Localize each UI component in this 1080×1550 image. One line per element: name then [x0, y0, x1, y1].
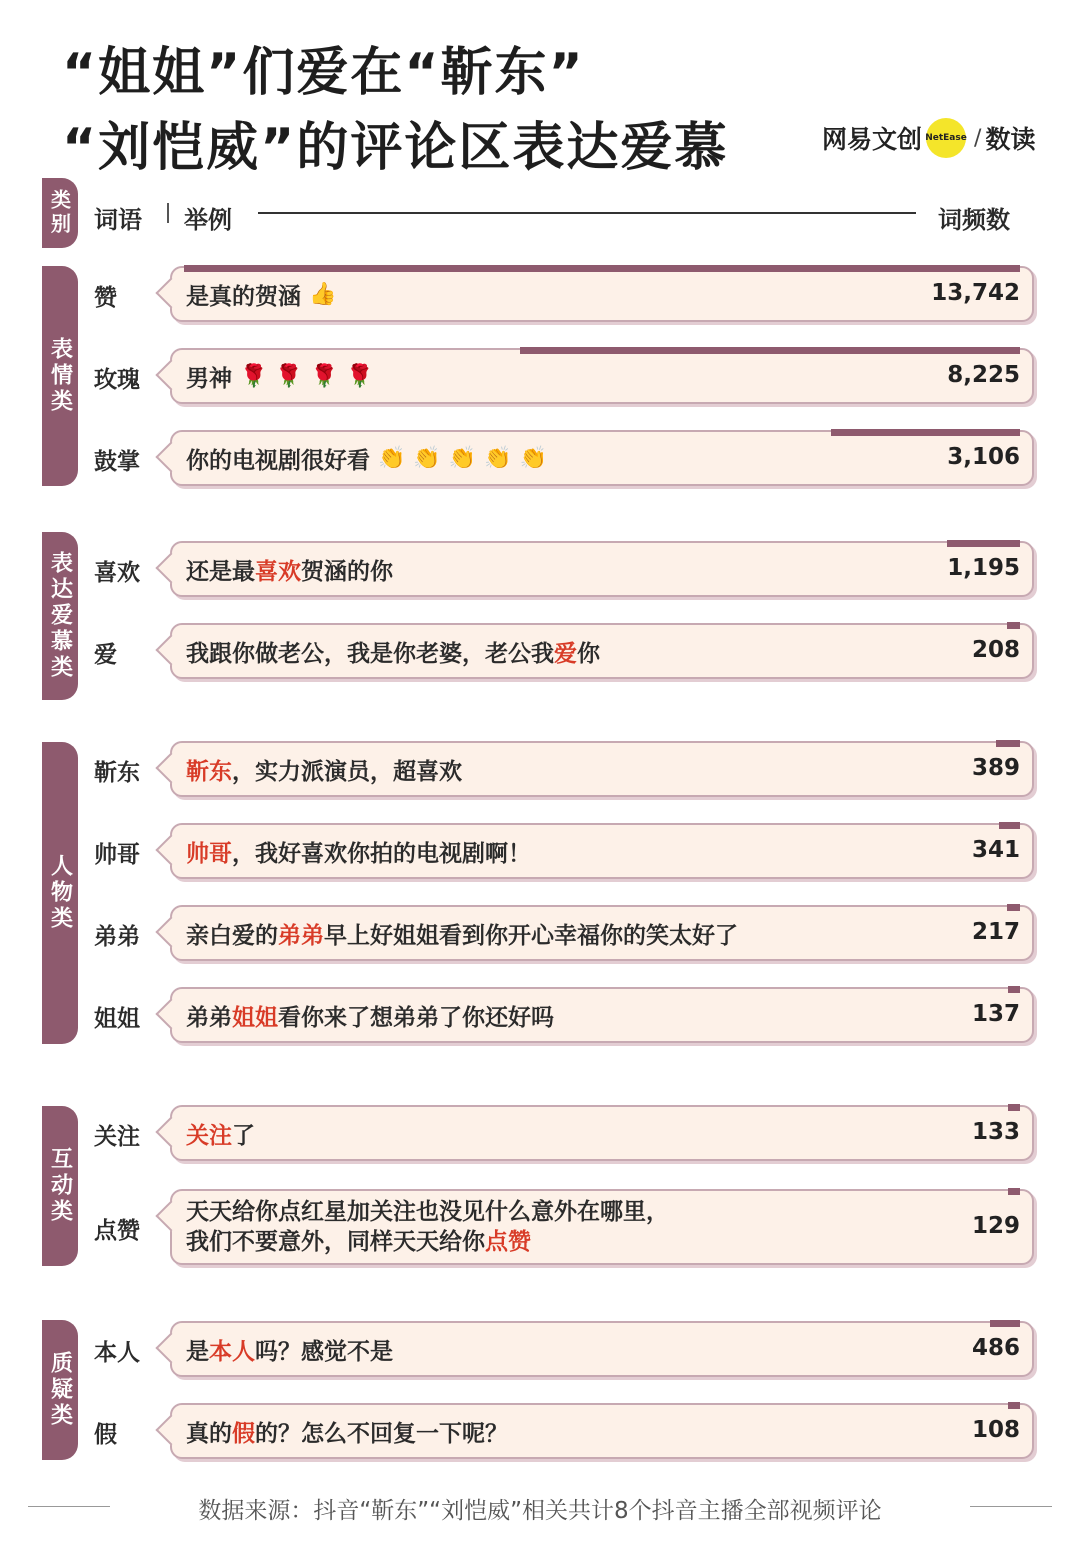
footer-rule-right: [970, 1506, 1052, 1507]
clapping-hands-icon: 👏: [484, 445, 512, 471]
header-separator: [167, 203, 169, 223]
bar-假: [1008, 1402, 1020, 1409]
bar-爱: [1007, 622, 1020, 629]
value-label: 217: [971, 919, 1020, 945]
example-segment: 还是最: [186, 558, 255, 585]
row-pointer: [155, 277, 186, 308]
category-3: 互动类: [42, 1106, 78, 1266]
word-label: 本人: [94, 1340, 140, 1366]
bar-姐姐: [1008, 986, 1020, 993]
example-segment: 我们不要意外，同样天天给你: [186, 1229, 485, 1255]
title-line-2: “刘恺威”的评论区表达爱慕: [62, 118, 729, 178]
word-label: 姐姐: [94, 1006, 140, 1032]
thumbs-up-icon: 👍: [309, 281, 337, 307]
header-rule: [258, 212, 916, 214]
example-segment: 是真的贺涵: [186, 283, 301, 310]
example-segment: 看你来了想弟弟了你还好吗: [278, 1004, 554, 1031]
logo-brand-text: 网易文创: [822, 125, 923, 154]
bar-点赞: [1008, 1188, 1020, 1195]
row-pointer: [155, 441, 186, 472]
category-1: 表达爱慕类: [42, 532, 78, 700]
example-text: [186, 432, 555, 484]
bar-靳东: [996, 740, 1020, 747]
example-text: [186, 825, 531, 877]
row-pointer: [155, 552, 186, 583]
example-line: 天天给你点红星加关注也没见什么意外在哪里，: [186, 1199, 669, 1225]
clapping-hands-icon: 👏: [519, 445, 548, 471]
bar-鼓掌: [831, 429, 1020, 436]
bar-帅哥: [999, 822, 1020, 829]
value-label: 486: [971, 1335, 1020, 1361]
example-text: [186, 625, 600, 677]
header-word: 词语: [94, 206, 142, 234]
bar-row: [170, 430, 1034, 486]
example-text: [186, 1405, 508, 1457]
rose-icon: 🌹: [275, 363, 303, 389]
rose-icon: 🌹: [346, 363, 374, 389]
example-segment: 男神: [186, 365, 232, 392]
example-text: [186, 989, 554, 1041]
example-segment: 真的: [186, 1420, 232, 1447]
bar-row: [170, 541, 1034, 597]
word-label: 弟弟: [94, 924, 140, 950]
rose-icon: 🌹: [240, 363, 268, 389]
example-keyword: 喜欢: [255, 558, 301, 585]
example-segment: 你: [577, 640, 600, 667]
row-pointer: [155, 1332, 186, 1363]
clapping-hands-icon: 👏: [448, 445, 477, 471]
word-label: 鼓掌: [94, 449, 140, 475]
logo-slash: /: [974, 125, 982, 151]
word-label: 靳东: [94, 760, 140, 786]
category-2: 人物类: [42, 742, 78, 1044]
example-segment: 的？怎么不回复一下呢？: [255, 1420, 508, 1447]
bar-本人: [990, 1320, 1020, 1327]
example-keyword: 本人: [209, 1338, 255, 1365]
bar-row: [170, 1321, 1034, 1377]
rose-icons: [240, 364, 382, 389]
example-text: [186, 350, 382, 402]
row-pointer: [155, 916, 186, 947]
example-keyword: 靳东: [186, 758, 232, 785]
word-label: 爱: [94, 642, 117, 668]
bar-row: [170, 741, 1034, 797]
category-0: 表情类: [42, 266, 78, 486]
bar-玫瑰: [520, 347, 1020, 354]
word-label: 赞: [94, 285, 117, 311]
example-segment: ，我好喜欢你拍的电视剧啊！: [232, 840, 531, 867]
header-category-tab: 类别: [42, 178, 78, 248]
example-segment: 亲白爱的: [186, 922, 278, 949]
example-text: [186, 268, 344, 320]
logo-badge: NetEase: [926, 118, 966, 158]
example-segment: 你的电视剧很好看: [186, 447, 370, 474]
word-label: 帅哥: [94, 842, 140, 868]
row-pointer: [155, 1414, 186, 1445]
value-label: 129: [971, 1213, 1020, 1239]
bar-弟弟: [1007, 904, 1020, 911]
row-pointer: [155, 998, 186, 1029]
row-pointer: [155, 752, 186, 783]
row-pointer: [155, 1200, 186, 1231]
thumbs-up-icons: [309, 282, 344, 307]
header-count: 词频数: [938, 206, 1010, 234]
example-segment: 了: [232, 1122, 255, 1149]
example-segment: 我跟你做老公，我是你老婆，老公我: [186, 640, 554, 667]
brand-logo: [822, 118, 1035, 158]
clapping-hands-icon: 👏: [413, 445, 441, 471]
value-label: 1,195: [947, 555, 1020, 581]
row-pointer: [155, 834, 186, 865]
bar-row: [170, 1105, 1034, 1161]
word-label: 假: [94, 1422, 117, 1448]
word-label: 喜欢: [94, 560, 140, 586]
bar-row: [170, 1189, 1034, 1265]
data-source: 数据来源：抖音“靳东”“刘恺威”相关共计8个抖音主播全部视频评论: [198, 1498, 882, 1524]
value-label: 341: [971, 837, 1020, 863]
bar-row: [170, 1403, 1034, 1459]
value-label: 133: [971, 1119, 1020, 1145]
word-label: 关注: [94, 1124, 140, 1150]
category-4: 质疑类: [42, 1320, 78, 1460]
word-label: 点赞: [94, 1218, 140, 1244]
example-keyword: 帅哥: [186, 840, 232, 867]
value-label: 208: [971, 637, 1020, 663]
example-keyword: 爱: [554, 640, 577, 667]
example-text: [186, 1197, 669, 1255]
bar-row: [170, 348, 1034, 404]
example-keyword: 点赞: [485, 1229, 531, 1255]
row-pointer: [155, 359, 186, 390]
row-pointer: [155, 1116, 186, 1147]
word-label: 玫瑰: [94, 367, 140, 393]
clapping-hands-icon: 👏: [378, 445, 406, 471]
example-keyword: 弟弟: [278, 922, 324, 949]
example-keyword: 姐姐: [232, 1004, 278, 1031]
header-example: 举例: [184, 206, 232, 234]
logo-sub-text: 数读: [985, 125, 1036, 154]
value-label: 8,225: [947, 362, 1020, 388]
example-segment: 贺涵的你: [301, 558, 393, 585]
bar-row: [170, 266, 1034, 322]
value-label: 137: [971, 1001, 1020, 1027]
bar-关注: [1008, 1104, 1020, 1111]
value-label: 108: [971, 1417, 1020, 1443]
example-text: [186, 1107, 255, 1159]
example-segment: 早上好姐姐看到你开心幸福你的笑太好了: [324, 922, 738, 949]
example-text: [186, 543, 393, 595]
bar-row: [170, 823, 1034, 879]
bar-row: [170, 987, 1034, 1043]
example-segment: 是: [186, 1338, 209, 1365]
bar-喜欢: [947, 540, 1020, 547]
example-text: [186, 743, 462, 795]
bar-row: [170, 623, 1034, 679]
example-segment: 弟弟: [186, 1004, 232, 1031]
clapping-hands-icons: [378, 446, 555, 471]
bar-row: [170, 905, 1034, 961]
value-label: 389: [971, 755, 1020, 781]
example-text: [186, 1323, 393, 1375]
example-text: [186, 907, 738, 959]
rose-icon: 🌹: [310, 363, 339, 389]
example-keyword: 假: [232, 1420, 255, 1447]
value-label: 3,106: [947, 444, 1020, 470]
title-line-1: “姐姐”们爱在“靳东”: [62, 43, 585, 103]
example-segment: 吗？感觉不是: [255, 1338, 393, 1365]
example-keyword: 关注: [186, 1122, 232, 1149]
value-label: 13,742: [931, 280, 1020, 306]
row-pointer: [155, 634, 186, 665]
example-segment: ，实力派演员，超喜欢: [232, 758, 462, 785]
